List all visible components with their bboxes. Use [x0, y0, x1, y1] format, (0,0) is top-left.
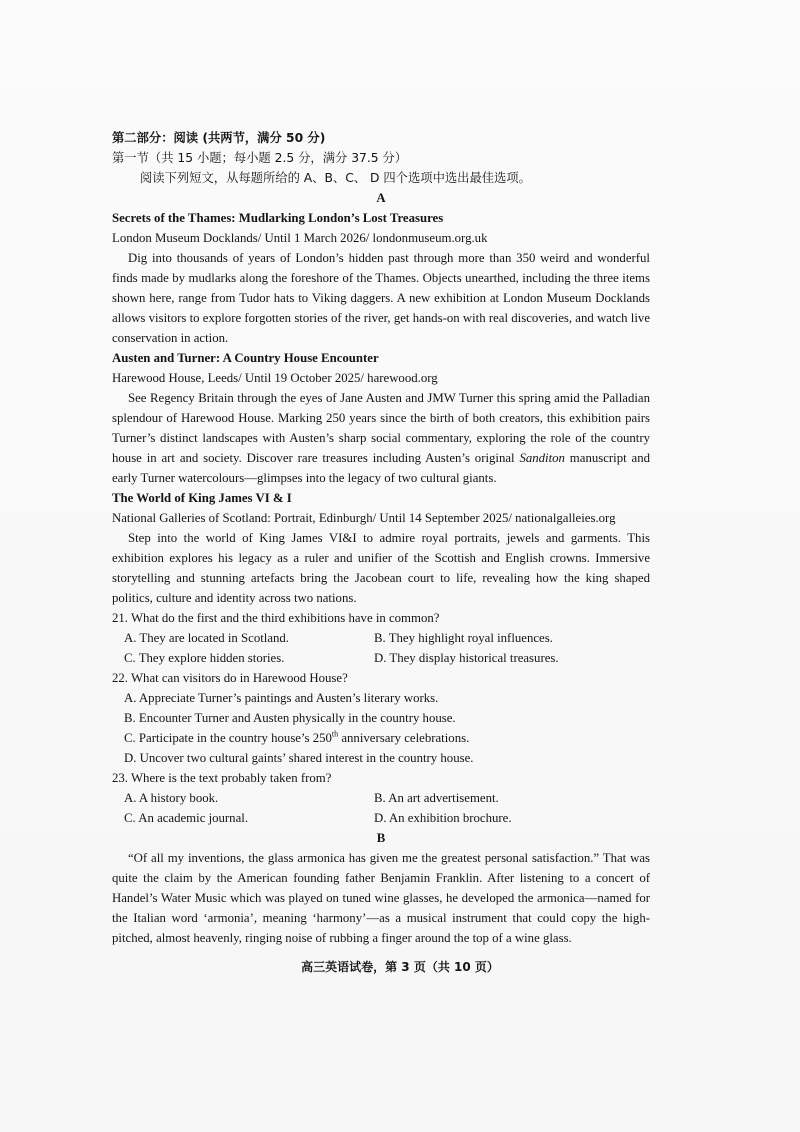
- q22-option-d: D. Uncover two cultural gaints’ shared interest in the country house.: [124, 751, 474, 765]
- question-23-options: [112, 788, 650, 828]
- question-21-stem: 21. What do the first and the third exhibitions have in common?: [112, 611, 440, 625]
- sanditon-title: Sanditon: [519, 451, 565, 465]
- q22-option-b: B. Encounter Turner and Austen physically in the country house.: [124, 711, 456, 725]
- page-footer: 高三英语试卷，第 3 页（共 10 页）: [301, 960, 499, 974]
- exhibition-2-body-text-end: manuscript and early Turner watercolours—glimpses into the legacy of two cultural giants.: [112, 451, 650, 485]
- question-23-stem: 23. Where is the text probably taken from?: [112, 771, 332, 785]
- exhibition-2-title: Austen and Turner: A Country House Encounter: [112, 351, 379, 365]
- q22-option-c-sup: th: [331, 729, 339, 739]
- page-content: [112, 128, 650, 948]
- q22-option-c: [124, 728, 650, 748]
- exhibition-1-title: Secrets of the Thames: Mudlarking London’s Lost Treasures: [112, 211, 444, 225]
- q21-option-a: A. They are located in Scotland.: [124, 631, 290, 645]
- exhibition-3-meta: National Galleries of Scotland: Portrait, Edinburgh/ Until 14 September 2025/ nationalgalleies.org: [112, 511, 616, 525]
- exhibition-2-meta: Harewood House, Leeds/ Until 19 October 2025/ harewood.org: [112, 371, 438, 385]
- q21-option-b: B. They highlight royal influences.: [374, 631, 553, 645]
- q21-option-c: C. They explore hidden stories.: [124, 651, 285, 665]
- exhibition-1-body: Dig into thousands of years of London’s hidden past through more than 350 weird and wonderful finds made by mudlarks along the foreshore of the Thames. Objects unearthed, including the three items shown here, range from Tudor hats to Viking daggers. A new exhibition at London Museum Docklands allows visitors to explore forgotten stories of the river, get hands-on with real discoveries, and watch live conservation in action.: [112, 251, 650, 345]
- q22-option-c-text: C. Participate in the country house’s 250: [124, 731, 332, 745]
- passage-b-label: B: [376, 831, 386, 845]
- exhibition-3-title: The World of King James VI & I: [112, 491, 292, 505]
- exhibition-2-body: [112, 388, 650, 488]
- q22-option-c-text-end: anniversary celebrations.: [338, 731, 470, 745]
- q21-option-d: D. They display historical treasures.: [374, 651, 559, 665]
- passage-a-label: A: [376, 191, 386, 205]
- exhibition-1-meta: London Museum Docklands/ Until 1 March 2026/ londonmuseum.org.uk: [112, 231, 488, 245]
- question-22-options: [112, 688, 650, 768]
- q23-option-b: B. An art advertisement.: [374, 791, 499, 805]
- exhibition-2-body-text: See Regency Britain through the eyes of Jane Austen and JMW Turner this spring amid the Palladian splendour of Harewood House. Marking 250 years since the birth of both creators, this exhibition pairs Turner’s distinct landscapes with Austen’s sharp social commentary, exploring the role of the country house in art and society. Discover rare treasures including Austen’s original: [112, 391, 650, 465]
- instruction: 阅读下列短文，从每题所给的 A、B、C、 D 四个选项中选出最佳选项。: [140, 171, 531, 185]
- exhibition-3-body: Step into the world of King James VI&I to admire royal portraits, jewels and garments. This exhibition explores his legacy as a ruler and unifier of the Scottish and English crowns. Immersive storytelling and stunning artefacts bring the Jacobean court to life, revealing how the king shaped politics, culture and identity across two nations.: [112, 531, 650, 605]
- q22-option-a: A. Appreciate Turner’s paintings and Austen’s literary works.: [124, 691, 439, 705]
- q23-option-c: C. An academic journal.: [124, 811, 249, 825]
- q23-option-a: A. A history book.: [124, 791, 219, 805]
- q23-option-d: D. An exhibition brochure.: [374, 811, 512, 825]
- section-heading: 第一节（共 15 小题；每小题 2.5 分，满分 37.5 分）: [112, 151, 408, 165]
- part-heading: 第二部分：阅读 (共两节，满分 50 分): [112, 131, 326, 145]
- passage-b-body: “Of all my inventions, the glass armonica has given me the greatest personal satisfaction.” That was quite the claim by the American founding father Benjamin Franklin. After listening to a concert of Handel’s Water Music which was played on tuned wine glasses, he developed the armonica—named for the Italian word ‘armonia’, meaning ‘harmony’—as a musical instrument that could copy the high-pitched, almost heavenly, ringing noise of rubbing a finger around the top of a wine glass.: [112, 851, 650, 945]
- question-22-stem: 22. What can visitors do in Harewood House?: [112, 671, 348, 685]
- question-21-options: [112, 628, 650, 668]
